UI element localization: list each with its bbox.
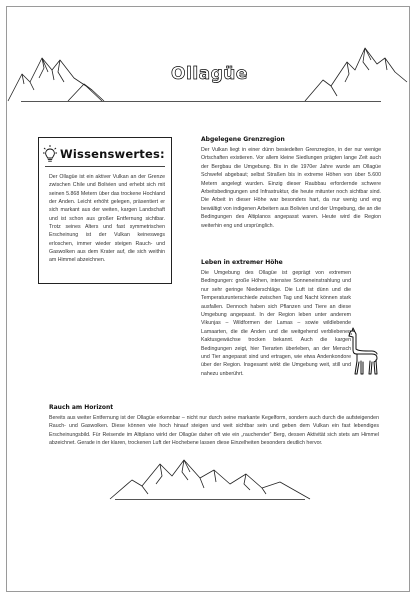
section-text-hoehe: Die Umgebung des Ollagüe ist geprägt von extremen Bedingungen: große Höhen, intensive Sonneneinstrahlung und nur sehr geringe Niederschläge. Die Luft ist dünn und die Temperaturunterschiede zwischen Tag und Nacht können stark ausfallen. Dennoch haben sich Pflanzen und Tiere an diese Umgebung angepasst. In der Region leben unter anderem Vikunjas – Wildformen der Lamas – sowie wildlebende Lamaarten, die die Anden und die weitgehend verbliebenen Kaktusgewächse trocken bekannt. Auch die kargen Bedingungen zeigt, hier Tierarten überleben, an der Mensch und Tier angepasst sind und ertragen, wie etwa Andenkondore über der Region. Insgesamt wirkt die Umgebung weit, still und nahezu unberührt. <box>201 270 351 377</box>
page-title: Ollagüe <box>171 64 248 84</box>
bottom-divider <box>115 499 305 500</box>
section-text-grenzregion: Der Vulkan liegt in einer dünn besiedelten Grenzregion, in der nur wenige Ortschaften existieren. Vor allem kleine Siedlungen prägten lange Zeit auch der Bergbau die Umgebung. Bis in die 1970er Jahre wurde am Ollagüe Schwefel abgebaut; selbst Straßen bis in extreme Höhen von über 5.600 Metern angelegt wurden. Einzig dieser Raubbau erfordernde schwere Arbeitsbedingungen und Infrastruktur, die heute mitunter noch sichtbar sind. Die Arbeit in dieser Höhe war besonders hart, da nur wenig und eng bewältigt von indigenen Arbeitern aus Bolivien und der Umgebung, die an die Bedingungen des Altiplanos angepasst waren. Heute wird die Region weiterhin eng und ursprünglich. <box>201 147 381 229</box>
info-box <box>38 137 172 284</box>
section-text-rauch: Bereits aus weiter Entfernung ist der Ollagüe erkennbar – nicht nur durch seine markante Kegelform, sondern auch durch die aufsteigenden Rauch- und Gaswolken. Diese können wie hoch hinauf steigen und weit sichtbar sein und geben dem Vulkan ein fast lebendiges Erscheinungsbild. Für Reisende im Altiplano wirkt der Ollagüe daher oft wie ein „rauchender“ Berg, dessen Aktivität sich stets am Himmel abzeichnet. Gerade in der klaren, trockenen Luft der Hochebene lassen diese Einzelheiten besonders deutlich hervor. <box>49 415 379 447</box>
info-box-text: Der Ollagüe ist ein aktiver Vulkan an der Grenze zwischen Chile und Bolivien und erhebt sich mit seinen 5.868 Metern über das trockene Hochland der Anden. Leicht erhöht gelegen, präsentiert er sich markant aus der weiten, kargen Landschaft und ist schon aus großer Entfernung sichtbar. Trotz seines Alters und fast symmetrischen Erscheinung ist der Vulkan keineswegs erloschen, immer wieder steigen Rauch- und Gaswolken aus dem Krater auf, die sich weithin am Himmel abzeichnen. <box>49 174 165 264</box>
section-heading-grenzregion: Abgelegene Grenzregion <box>201 136 285 143</box>
title-divider <box>21 101 381 102</box>
section-heading-rauch: Rauch am Horizont <box>49 404 114 411</box>
info-box-divider <box>45 166 165 167</box>
info-box-heading: Wissenswertes: <box>60 147 165 161</box>
mountain-bottom-icon <box>110 448 310 500</box>
llama-illustration <box>346 327 380 379</box>
lightbulb-icon <box>43 144 57 164</box>
section-heading-hoehe: Leben in extremer Höhe <box>201 259 283 266</box>
